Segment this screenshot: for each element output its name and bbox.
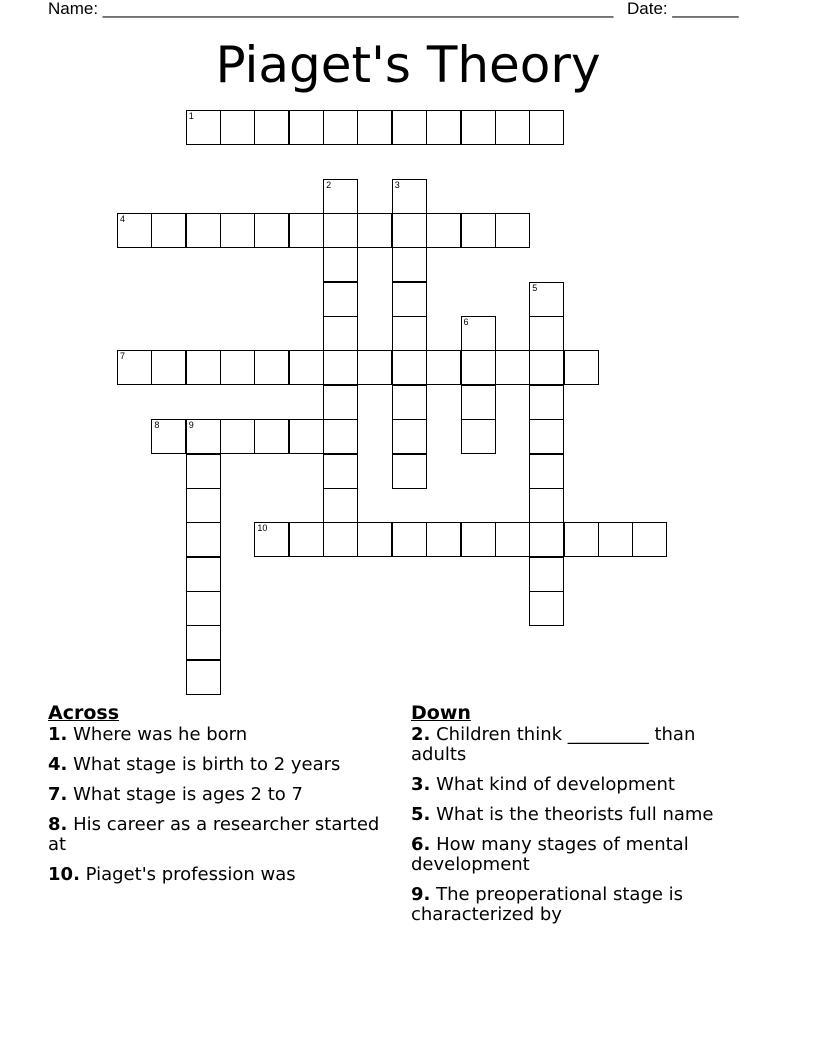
clue-down-3: 3. What kind of development <box>411 774 675 795</box>
down-clues <box>411 702 721 935</box>
clue-text: The preoperational stage is characterized by <box>411 884 684 925</box>
grid-number: 7 <box>120 351 126 362</box>
grid-cell[interactable] <box>323 282 358 317</box>
grid-cell[interactable] <box>289 213 324 248</box>
grid-cell[interactable] <box>461 522 496 557</box>
clue-text: What stage is birth to 2 years <box>73 754 341 775</box>
grid-cell[interactable] <box>529 350 564 385</box>
grid-number: 10 <box>257 523 268 534</box>
date-field: Date: _______ <box>627 0 739 18</box>
clue-number: 4 <box>48 754 61 775</box>
clue-number: 5 <box>411 804 424 825</box>
grid-cell[interactable] <box>186 557 221 592</box>
clue-down-5: 5. What is the theorists full name <box>411 804 714 825</box>
grid-cell[interactable] <box>529 385 564 420</box>
grid-cell[interactable] <box>186 454 221 489</box>
across-heading: Across <box>48 702 120 724</box>
grid-cell[interactable] <box>529 591 564 626</box>
page-title: Piaget's Theory <box>215 36 601 94</box>
grid-cell[interactable] <box>220 419 255 454</box>
grid-cell[interactable] <box>392 350 427 385</box>
grid-cell[interactable] <box>426 350 461 385</box>
grid-cell[interactable] <box>323 350 358 385</box>
grid-cell[interactable] <box>289 522 324 557</box>
grid-cell[interactable] <box>392 385 427 420</box>
grid-number: 6 <box>463 317 469 328</box>
grid-cell[interactable] <box>461 213 496 248</box>
grid-cell[interactable] <box>564 350 599 385</box>
grid-number: 8 <box>154 420 160 431</box>
grid-cell[interactable] <box>461 110 496 145</box>
grid-cell[interactable] <box>392 247 427 282</box>
grid-cell[interactable] <box>392 454 427 489</box>
clue-number: 9 <box>411 884 424 905</box>
grid-cell[interactable] <box>186 625 221 660</box>
clue-text: What stage is ages 2 to 7 <box>73 784 303 805</box>
clue-text: Piaget's profession was <box>85 864 296 885</box>
grid-cell[interactable] <box>323 247 358 282</box>
grid-number: 3 <box>394 179 400 190</box>
clue-number: 6 <box>411 834 424 855</box>
grid-number: 4 <box>120 214 126 225</box>
clue-down-9: 9. The preoperational stage is characterized by <box>411 884 684 925</box>
grid-cell[interactable] <box>220 350 255 385</box>
grid-cell[interactable] <box>289 110 324 145</box>
grid-cell[interactable] <box>323 385 358 420</box>
grid-cell[interactable] <box>598 522 633 557</box>
across-clues <box>48 702 388 895</box>
clue-text: Children think _________ than adults <box>411 724 696 765</box>
clue-across-10: 10. Piaget's profession was <box>48 864 296 885</box>
clue-across-7: 7. What stage is ages 2 to 7 <box>48 784 303 805</box>
grid-cell[interactable] <box>392 213 427 248</box>
grid-cell[interactable] <box>426 213 461 248</box>
grid-cell[interactable] <box>392 110 427 145</box>
grid-cell[interactable] <box>495 350 530 385</box>
grid-cell[interactable] <box>392 316 427 351</box>
clue-across-8: 8. His career as a researcher started at <box>48 814 380 855</box>
clue-text: What kind of development <box>436 774 675 795</box>
clue-across-1: 1. Where was he born <box>48 724 248 745</box>
grid-cell[interactable] <box>323 488 358 523</box>
clue-number: 8 <box>48 814 61 835</box>
grid-cell[interactable] <box>186 488 221 523</box>
clue-number: 10 <box>48 864 74 885</box>
grid-cell[interactable] <box>357 350 392 385</box>
grid-cell[interactable] <box>392 522 427 557</box>
clue-number: 2 <box>411 724 424 745</box>
clue-text: What is the theorists full name <box>436 804 714 825</box>
grid-cell[interactable] <box>186 350 221 385</box>
grid-cell[interactable] <box>461 350 496 385</box>
grid-cell[interactable] <box>323 316 358 351</box>
grid-cell[interactable] <box>529 419 564 454</box>
grid-cell[interactable] <box>254 110 289 145</box>
grid-cell[interactable] <box>254 350 289 385</box>
clue-text: How many stages of mental development <box>411 834 689 875</box>
clue-across-4: 4. What stage is birth to 2 years <box>48 754 341 775</box>
grid-cell[interactable] <box>323 419 358 454</box>
grid-cell[interactable] <box>461 419 496 454</box>
grid-cell[interactable] <box>186 660 221 695</box>
grid-cell[interactable] <box>151 213 186 248</box>
grid-cell[interactable] <box>392 419 427 454</box>
grid-cell[interactable] <box>392 282 427 317</box>
clue-number: 3 <box>411 774 424 795</box>
grid-cell[interactable] <box>529 488 564 523</box>
grid-cell[interactable] <box>289 419 324 454</box>
grid-number: 9 <box>188 420 194 431</box>
grid-cell[interactable] <box>323 522 358 557</box>
clue-text: Where was he born <box>73 724 248 745</box>
grid-cell[interactable] <box>529 557 564 592</box>
grid-cell[interactable] <box>323 213 358 248</box>
grid-cell[interactable] <box>495 213 530 248</box>
grid-cell[interactable] <box>564 522 599 557</box>
grid-number: 1 <box>188 111 194 121</box>
grid-cell[interactable] <box>426 110 461 145</box>
grid-cell[interactable] <box>254 419 289 454</box>
down-heading: Down <box>411 702 471 724</box>
grid-cell[interactable] <box>254 213 289 248</box>
name-field: Name: ______________________________________________________ <box>48 0 614 18</box>
grid-cell[interactable] <box>529 110 564 145</box>
grid-cell[interactable] <box>151 350 186 385</box>
grid-cell[interactable] <box>357 522 392 557</box>
clue-down-2: 2. Children think _________ than adults <box>411 724 696 765</box>
grid-cell[interactable] <box>357 213 392 248</box>
grid-cell[interactable] <box>220 110 255 145</box>
grid-cell[interactable] <box>495 110 530 145</box>
grid-cell[interactable] <box>357 110 392 145</box>
grid-cell[interactable] <box>529 522 564 557</box>
grid-cell[interactable] <box>220 213 255 248</box>
grid-cell[interactable] <box>289 350 324 385</box>
clue-text: His career as a researcher started at <box>48 814 380 855</box>
grid-cell[interactable] <box>529 454 564 489</box>
grid-cell[interactable] <box>186 522 221 557</box>
grid-cell[interactable] <box>186 213 221 248</box>
grid-cell[interactable] <box>426 522 461 557</box>
clue-number: 7 <box>48 784 61 805</box>
grid-cell[interactable] <box>529 316 564 351</box>
grid-cell[interactable] <box>632 522 667 557</box>
clue-down-6: 6. How many stages of mental development <box>411 834 689 875</box>
grid-number: 2 <box>326 179 332 190</box>
grid-cell[interactable] <box>323 454 358 489</box>
grid-cell[interactable] <box>323 110 358 145</box>
grid-cell[interactable] <box>461 385 496 420</box>
clue-number: 1 <box>48 724 61 745</box>
grid-cell[interactable] <box>495 522 530 557</box>
grid-number: 5 <box>532 282 538 293</box>
grid-cell[interactable] <box>186 591 221 626</box>
